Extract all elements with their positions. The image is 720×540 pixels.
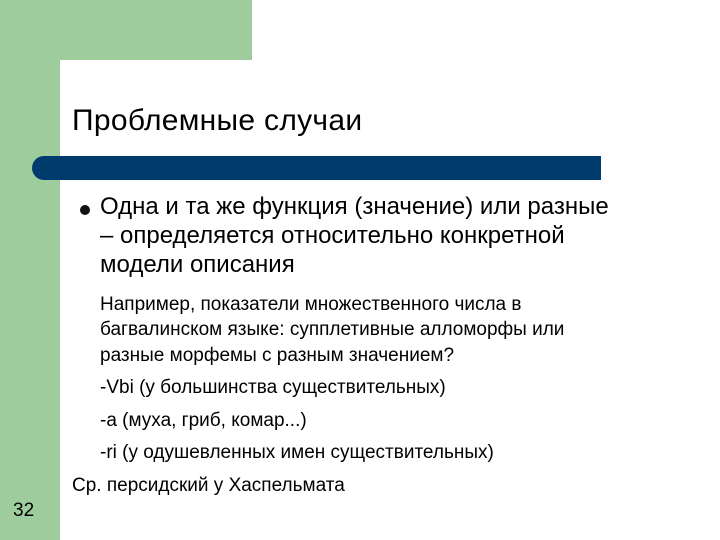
slide-title: Проблемные случаи — [72, 104, 363, 137]
bullet-dot-icon — [80, 205, 90, 215]
bullet-line-1: Одна и та же функция (значение) или разные — [100, 193, 609, 220]
example-line-4: -Vbi (у большинства существительных) — [100, 377, 446, 398]
example-line-5: -a (муха, гриб, комар...) — [100, 410, 307, 431]
example-line-1: Например, показатели множественного числа в — [100, 294, 522, 315]
example-line-3: разные морфемы с разным значением? — [100, 345, 455, 366]
bullet-line-2: – определяется относительно конкретной — [100, 222, 565, 249]
example-line-6: -ri (у одушевленных имен существительных) — [100, 442, 494, 463]
bullet-text — [100, 192, 710, 279]
page-number: 32 — [13, 500, 35, 521]
example-line-2: багвалинском языке: супплетивные алломорфы или — [100, 319, 565, 340]
title-underline-bar — [32, 156, 601, 180]
bullet-line-3: модели описания — [100, 251, 295, 278]
green-decor-left — [0, 0, 60, 540]
footer-note: Ср. персидский у Хаспельмата — [72, 475, 345, 496]
